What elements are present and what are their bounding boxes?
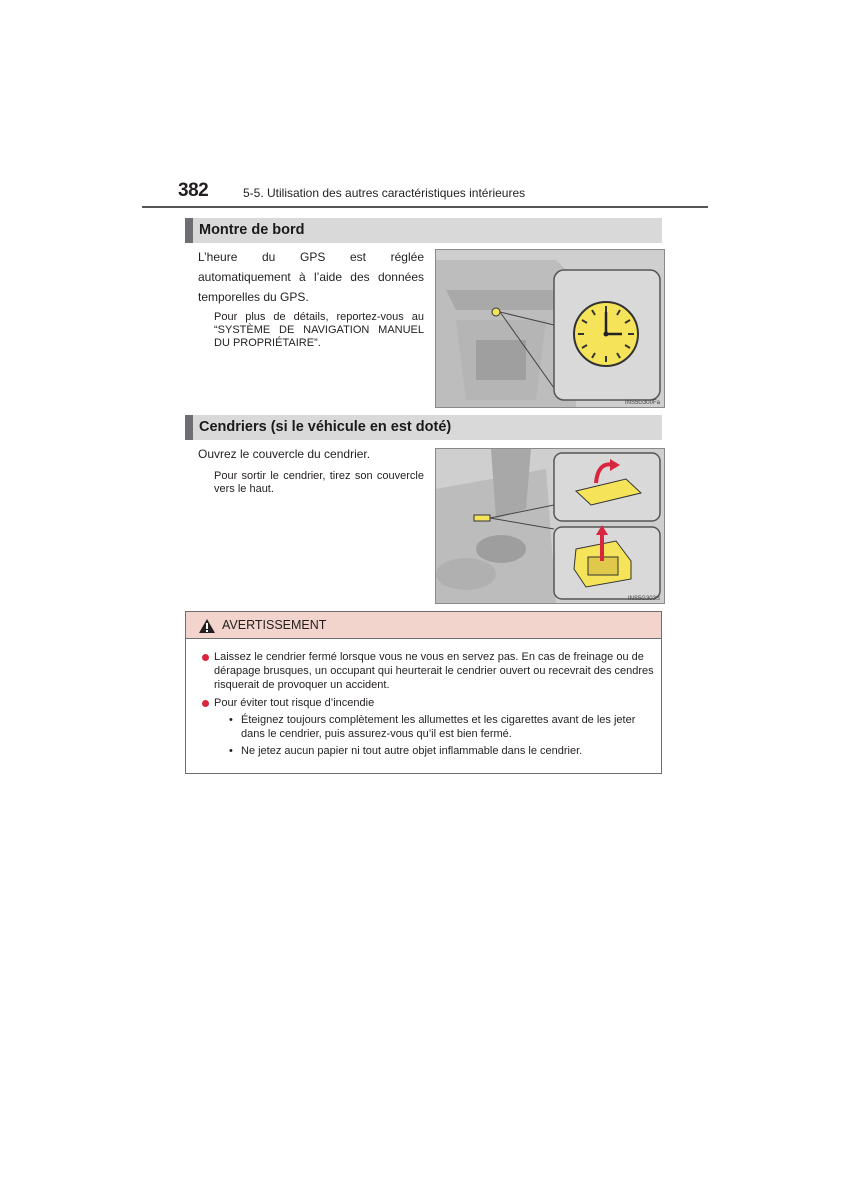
warning-item-text: Pour éviter tout risque d’incendie: [214, 697, 375, 709]
warning-sub-item: [214, 713, 657, 741]
warning-triangle-icon: [198, 618, 216, 639]
sub-bullet-icon: •: [229, 745, 233, 757]
clock-note: Pour plus de détails, reportez-vous au “SYSTÈME DE NAVIGATION MANUEL DU PROPRIÉTAIRE”.: [214, 311, 424, 349]
warning-sub-item: [214, 744, 657, 758]
ashtray-paragraph: Ouvrez le couvercle du cendrier.: [198, 447, 371, 461]
ashtray-note: Pour sortir le cendrier, tirez son couvercle vers le haut.: [214, 470, 424, 495]
warning-list: [202, 650, 657, 762]
bullet-icon: [202, 654, 209, 661]
warning-sub-item-text: Ne jetez aucun papier ni tout autre objet inflammable dans le cendrier.: [241, 745, 583, 757]
clock-illustration: [435, 249, 665, 408]
warning-item: [202, 696, 657, 758]
section-heading-text: Montre de bord: [199, 222, 305, 238]
section-heading-text: Cendriers (si le véhicule en est doté): [199, 419, 452, 435]
figure-code: INS5G303S: [627, 596, 660, 602]
warning-item-text: Laissez le cendrier fermé lorsque vous ne vous en servez pas. En cas de freinage ou de dérapage brusques, un occupant qui heurterait le cendrier ouvert ou recevrait des cendres risquerait de provoquer un accident.: [214, 651, 654, 691]
figure-code: INS5G300Fa: [624, 400, 660, 406]
clock-paragraph: L’heure du GPS est réglée automatiquement à l’aide des données temporelles du GPS.: [198, 250, 424, 304]
chapter-header: 5-5. Utilisation des autres caractéristiques intérieures: [243, 186, 526, 200]
bullet-icon: [202, 700, 209, 707]
warning-header: [186, 612, 661, 639]
ashtray-illustration: [435, 448, 665, 604]
warning-item: [202, 650, 657, 692]
header-divider: [142, 206, 708, 208]
section-heading-clock: [185, 218, 662, 243]
page-number: 382: [178, 180, 209, 201]
warning-sub-item-text: Éteignez toujours complètement les allumettes et les cigarettes avant de les jeter dans le cendrier, puis assurez-vous qu’il est bien fermé.: [241, 714, 636, 740]
section-heading-ashtray: [185, 415, 662, 440]
sub-bullet-icon: •: [229, 714, 233, 726]
warning-title: AVERTISSEMENT: [222, 618, 327, 632]
warning-box: [185, 611, 662, 774]
